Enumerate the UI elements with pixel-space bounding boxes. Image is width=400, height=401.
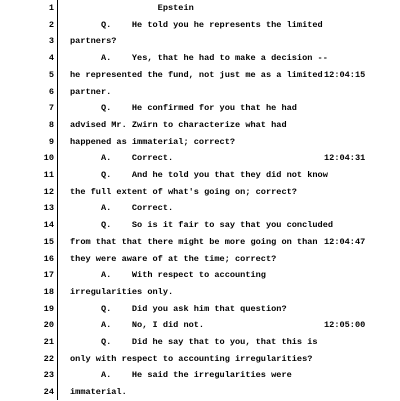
transcript-line	[0, 100, 400, 117]
transcript-line	[0, 167, 400, 184]
transcript-line	[0, 0, 400, 17]
line-text: they were aware of at the time; correct?	[70, 253, 277, 264]
transcript-line	[0, 317, 400, 334]
line-number: 13	[43, 203, 54, 214]
line-text: from that that there might be more going on than	[70, 236, 318, 247]
line-number: 23	[43, 370, 54, 381]
transcript-line	[0, 301, 400, 318]
line-number: 24	[43, 387, 54, 398]
line-text: Q. Did you ask him that question?	[70, 303, 287, 314]
transcript-line	[0, 267, 400, 284]
transcript-line	[0, 84, 400, 101]
line-text: the full extent of what's going on; correct?	[70, 186, 297, 197]
line-text: irregularities only.	[70, 286, 174, 297]
line-number: 20	[43, 320, 54, 331]
transcript-line	[0, 67, 400, 84]
line-text: he represented the fund, not just me as a limited	[70, 69, 323, 80]
line-number: 18	[43, 286, 54, 297]
transcript-line	[0, 334, 400, 351]
transcript-line	[0, 184, 400, 201]
transcript-line	[0, 33, 400, 50]
transcript-line	[0, 17, 400, 34]
line-number: 22	[43, 353, 54, 364]
transcript-line	[0, 384, 400, 401]
line-text: Q. Did he say that to you, that this is	[70, 337, 318, 347]
line-number: 9	[48, 136, 54, 147]
timestamp: 12:04:47	[324, 236, 366, 247]
transcript-line	[0, 200, 400, 217]
line-text: Q. He confirmed for you that he had	[70, 103, 297, 114]
line-text: A. Yes, that he had to make a decision --	[70, 53, 328, 64]
line-number: 10	[43, 153, 54, 164]
line-number: 21	[43, 337, 54, 347]
line-text: only with respect to accounting irregularities?	[70, 353, 313, 364]
transcript-line	[0, 217, 400, 234]
transcript-line	[0, 251, 400, 268]
line-text: Q. So is it fair to say that you concluded	[70, 220, 334, 231]
line-number: 15	[43, 236, 54, 247]
line-text: Epstein	[70, 3, 194, 13]
timestamp: 12:04:15	[324, 69, 366, 80]
line-text: immaterial.	[70, 387, 127, 398]
transcript-line	[0, 234, 400, 251]
timestamp: 12:04:31	[324, 153, 366, 164]
line-text: A. He said the irregularities were	[70, 370, 292, 381]
timestamp: 12:05:00	[324, 320, 366, 331]
line-text: advised Mr. Zwirn to characterize what had	[70, 119, 287, 130]
line-number: 2	[48, 19, 54, 30]
transcript-line	[0, 367, 400, 384]
transcript-line	[0, 150, 400, 167]
line-number: 19	[43, 303, 54, 314]
transcript-line	[0, 284, 400, 301]
line-text: partner.	[70, 86, 112, 97]
transcript-line	[0, 134, 400, 151]
transcript-line	[0, 351, 400, 368]
line-number: 11	[43, 170, 54, 180]
line-text: Q. And he told you that they did not know	[70, 170, 328, 180]
line-number: 14	[43, 220, 54, 231]
transcript-line	[0, 50, 400, 67]
line-text: A. Correct.	[70, 153, 174, 164]
line-text: A. Correct.	[70, 203, 174, 214]
line-number: 6	[48, 86, 54, 97]
line-number: 8	[48, 119, 54, 130]
line-number: 7	[48, 103, 54, 114]
line-text: A. No, I did not.	[70, 320, 205, 331]
line-number: 17	[43, 270, 54, 281]
line-number: 5	[48, 69, 54, 80]
line-number: 12	[43, 186, 54, 197]
line-text: Q. He told you he represents the limited	[70, 19, 323, 30]
line-text: A. With respect to accounting	[70, 270, 266, 281]
line-number: 4	[48, 53, 54, 64]
line-number: 16	[43, 253, 54, 264]
transcript-line	[0, 117, 400, 134]
line-number: 1	[48, 3, 54, 13]
line-number: 3	[48, 36, 54, 47]
line-text: happened as immaterial; correct?	[70, 136, 236, 147]
line-text: partners?	[70, 36, 117, 47]
